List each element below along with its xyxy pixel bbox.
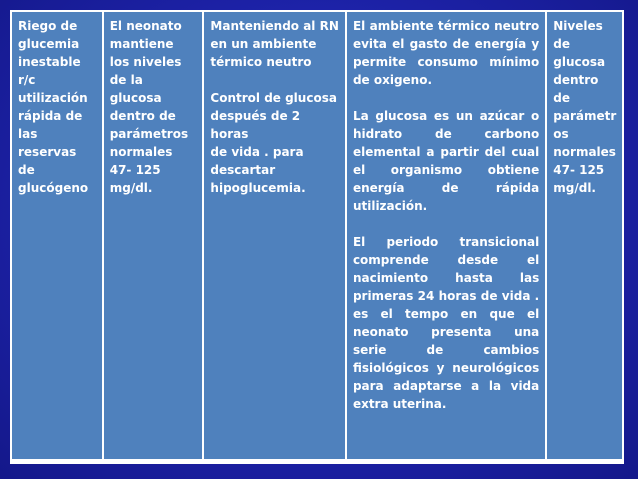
rationale-text-2: La glucosa es un azúcar o hidrato de carbono elemental a partir del cual el organismo obtiene energía de rápida utilización. [352,109,540,213]
cell-interventions [204,12,345,459]
cell-diagnosis [12,12,102,459]
care-plan-table [10,10,624,461]
evaluation-text: Niveles de glucosa dentro de parámetr os normales 47- 125 mg/dl. [553,19,617,195]
cell-evaluation [547,12,622,459]
rationale-text-1: El ambiente térmico neutro evita el gasto de energía y permite consumo mínimo de oxigeno. [352,19,540,87]
intervention-text-1: Manteniendo al RN en un ambiente térmico neutro [210,19,339,69]
table-bottom-border [10,461,624,464]
cell-rationale [347,12,545,459]
rationale-text-3: El periodo transicional comprende desde el nacimiento hasta las primeras 24 horas de vida . es el tempo en que el neonato presenta una serie de cambios fisiológicos y neurológicos para adaptarse a la vida extra uterina. [352,235,540,411]
intervention-text-2: Control de glucosa después de 2 horas de vida . para descartar hipoglucemia. [210,91,337,195]
cell-objective [104,12,203,459]
diagnosis-text: Riego de glucemia inestable r/c utilización rápida de las reservas de glucógeno [18,19,89,195]
objective-text: El neonato mantiene los niveles de la glucosa dentro de parámetros normales 47- 125 mg/dl. [109,19,189,195]
